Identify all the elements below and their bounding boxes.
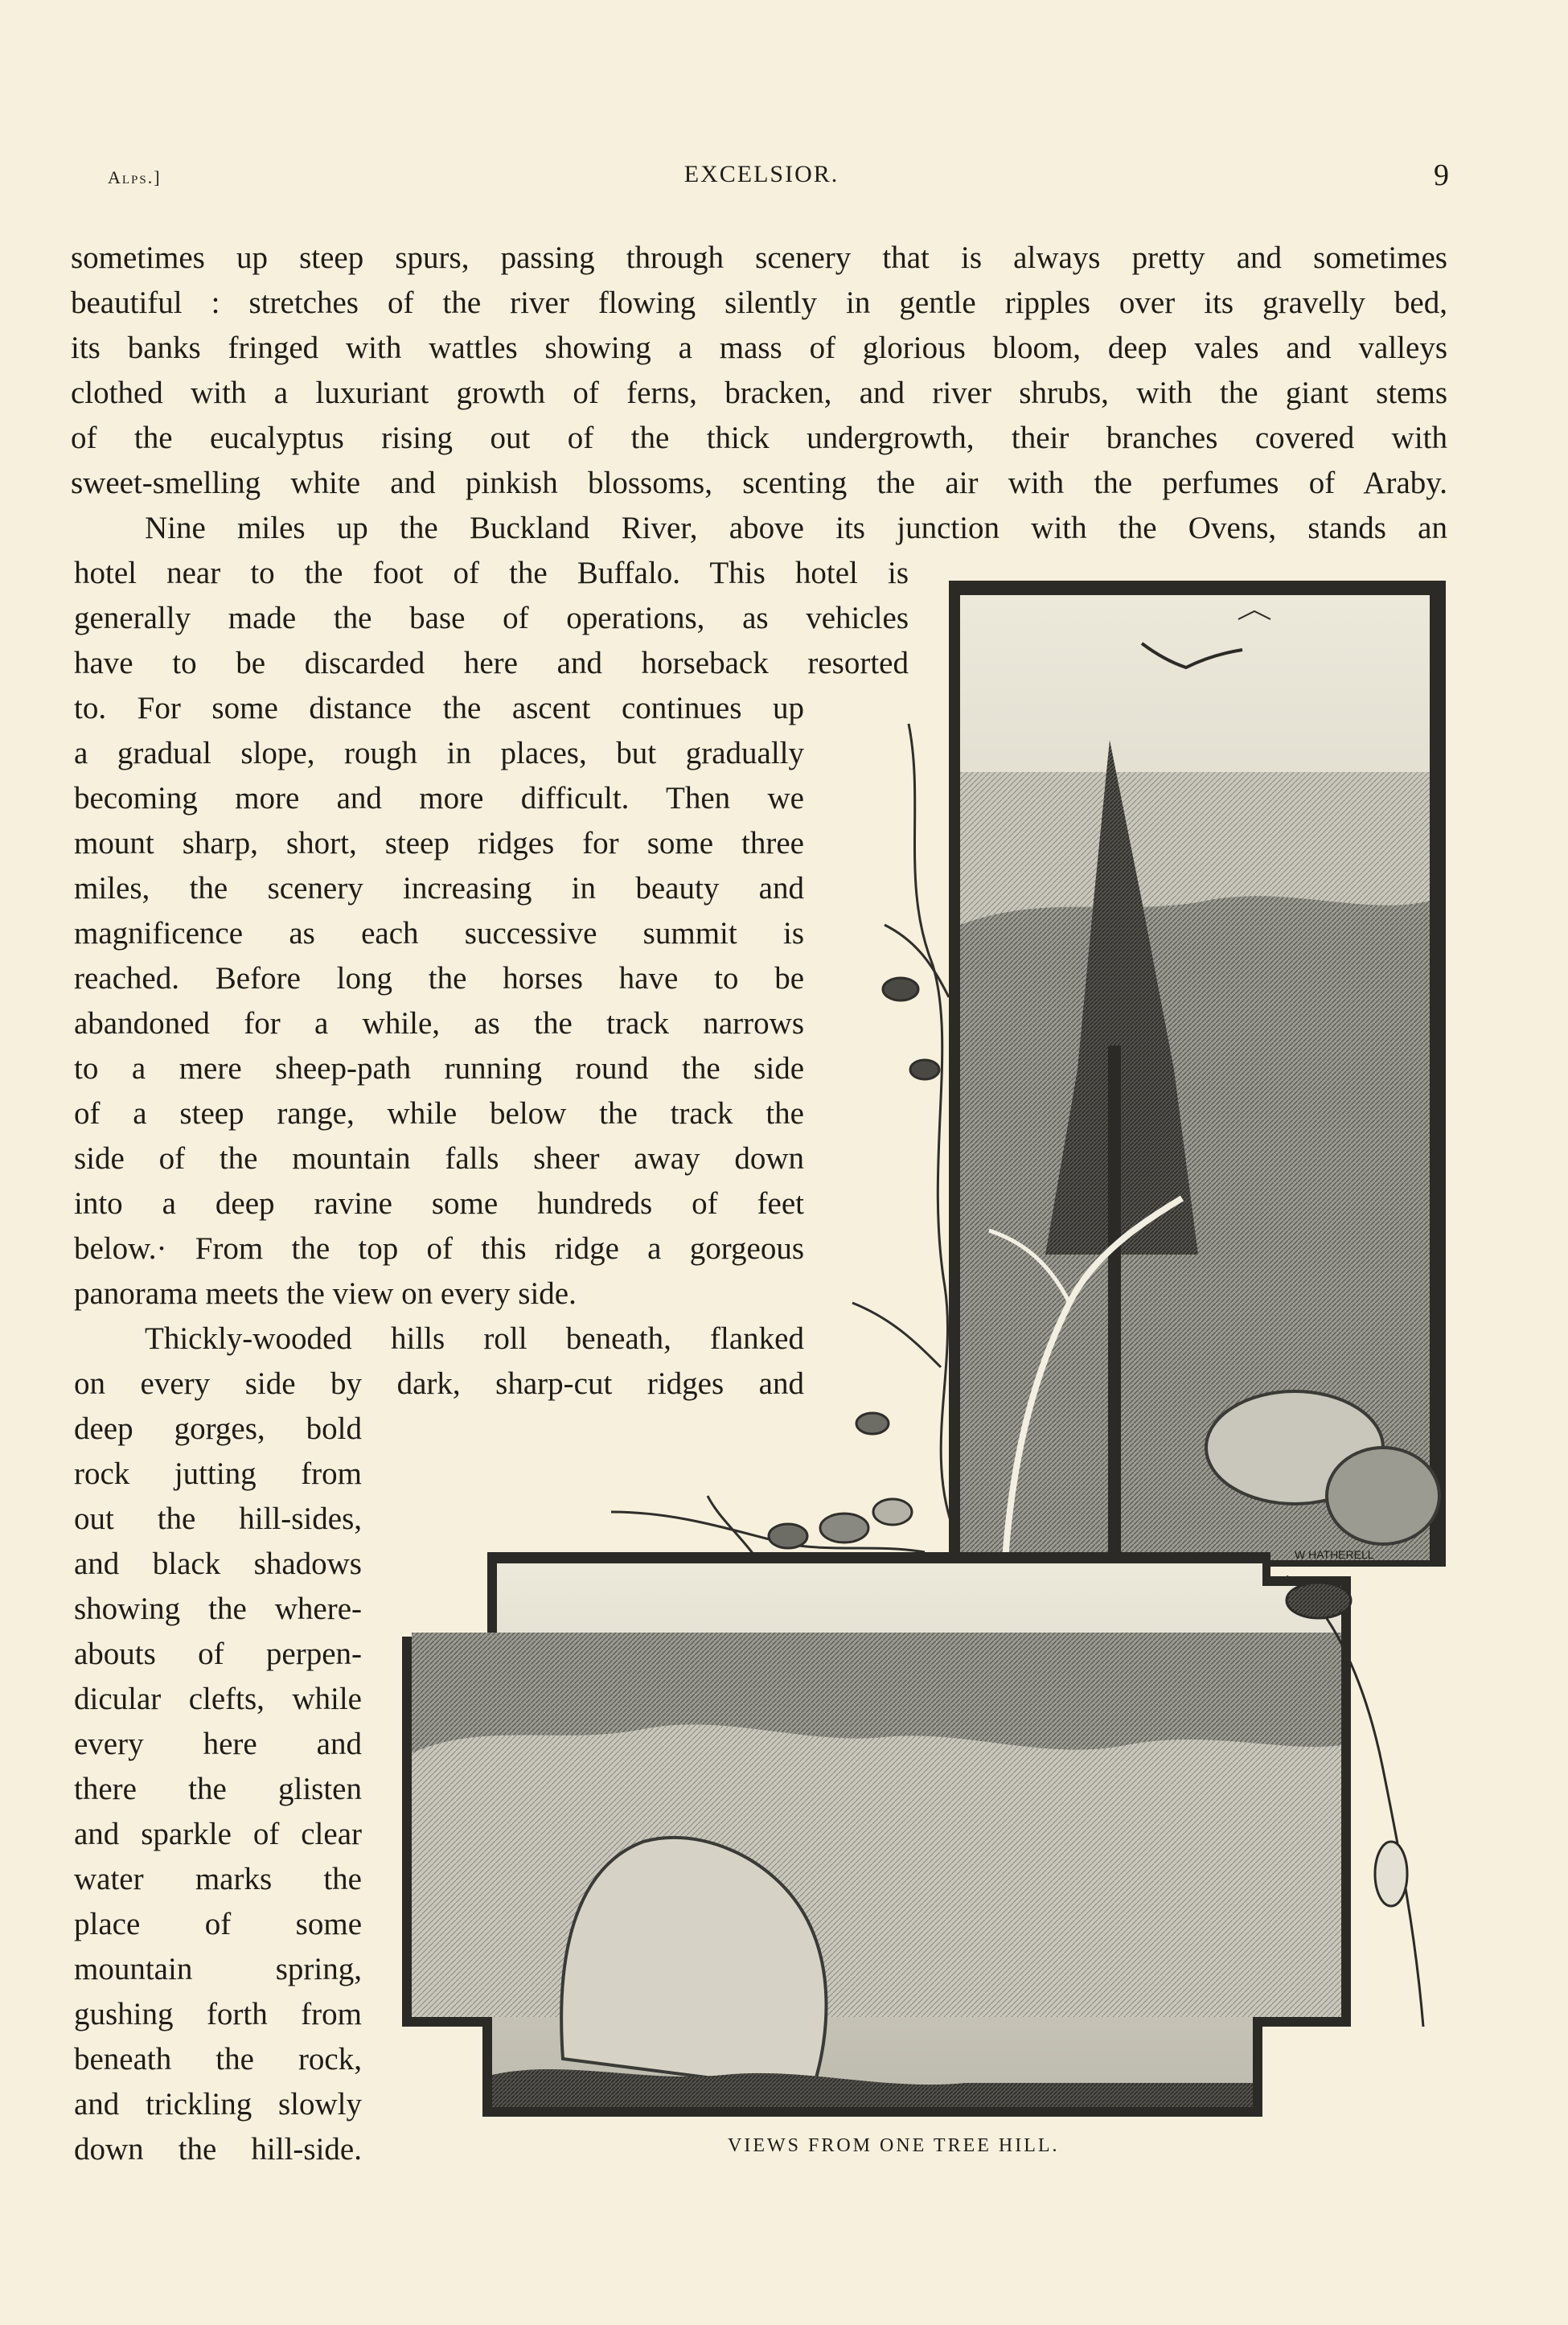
text-line: hotel near to the foot of the Buffalo. This hotel is	[74, 556, 909, 590]
text-line: abouts of perpen-	[74, 1637, 362, 1671]
text-line: side of the mountain falls sheer away down	[74, 1141, 804, 1176]
text-line: miles, the scenery increasing in beauty and	[74, 871, 804, 906]
text-line: beneath the rock,	[74, 2042, 362, 2076]
text-line: sometimes up steep spurs, passing through scenery that is always pretty and sometimes	[71, 240, 1447, 275]
text-line: place of some	[74, 1907, 362, 1941]
text-line: and black shadows	[74, 1547, 362, 1581]
text-line: dicular clefts, while	[74, 1682, 362, 1716]
text-line: a gradual slope, rough in places, but gradually	[74, 736, 804, 770]
text-line: of the eucalyptus rising out of the thick undergrowth, their branches covered with	[71, 421, 1447, 455]
text-line: generally made the base of operations, as vehicles	[74, 601, 909, 635]
text-line: showing the where-	[74, 1592, 362, 1626]
text-line: out the hill-sides,	[74, 1501, 362, 1536]
text-line: and trickling slowly	[74, 2087, 362, 2122]
text-line: mount sharp, short, steep ridges for some three	[74, 826, 804, 861]
text-line: to a mere sheep-path running round the side	[74, 1051, 804, 1086]
text-line: clothed with a luxuriant growth of ferns, bracken, and river shrubs, with the giant stems	[71, 376, 1447, 410]
text-line: panorama meets the view on every side.	[74, 1276, 577, 1311]
text-line: Nine miles up the Buckland River, above its junction with the Ovens, stands an	[145, 511, 1447, 545]
foliage-ornament	[611, 724, 953, 1592]
text-line: every here and	[74, 1727, 362, 1761]
text-line: there the glisten	[74, 1772, 362, 1806]
text-line: have to be discarded here and horseback resorted	[74, 646, 909, 680]
header-title: EXCELSIOR.	[683, 161, 839, 187]
text-line: to. For some distance the ascent continues up	[74, 691, 804, 725]
artist-signature: W HATHERELL	[1295, 1548, 1374, 1561]
text-line: its banks fringed with wattles showing a mass of glorious bloom, deep vales and valleys	[71, 331, 1447, 365]
text-line: Thickly-wooded hills roll beneath, flanked	[145, 1321, 804, 1356]
text-line: sweet-smelling white and pinkish blossoms, scenting the air with the perfumes of Araby.	[71, 466, 1447, 500]
text-line: on every side by dark, sharp-cut ridges and	[74, 1366, 804, 1401]
text-line: water marks the	[74, 1862, 362, 1896]
text-line: and sparkle of clear	[74, 1817, 362, 1851]
upper-plate	[949, 581, 1446, 1567]
header-section-label: Alps.]	[108, 167, 162, 187]
text-line: down the hill-side.	[74, 2132, 362, 2167]
text-line: mountain spring,	[74, 1952, 362, 1986]
page-number: 9	[1434, 158, 1449, 192]
text-line: of a steep range, while below the track the	[74, 1096, 804, 1131]
text-line: gushing forth from	[74, 1997, 362, 2031]
text-line: becoming more and more difficult. Then we	[74, 781, 804, 815]
text-line: abandoned for a while, as the track narrows	[74, 1006, 804, 1041]
text-line: reached. Before long the horses have to be	[74, 961, 804, 996]
text-line: magnificence as each successive summit is	[74, 916, 804, 951]
text-line: below.· From the top of this ridge a gorgeous	[74, 1231, 804, 1266]
lower-plate	[402, 1552, 1351, 2117]
text-line: into a deep ravine some hundreds of feet	[74, 1186, 804, 1221]
text-line: deep gorges, bold	[74, 1411, 362, 1446]
figure-caption: VIEWS FROM ONE TREE HILL.	[728, 2135, 1060, 2156]
text-line: beautiful : stretches of the river flowing silently in gentle ripples over its gravelly bed,	[71, 285, 1447, 320]
text-line: rock jutting from	[74, 1456, 362, 1491]
